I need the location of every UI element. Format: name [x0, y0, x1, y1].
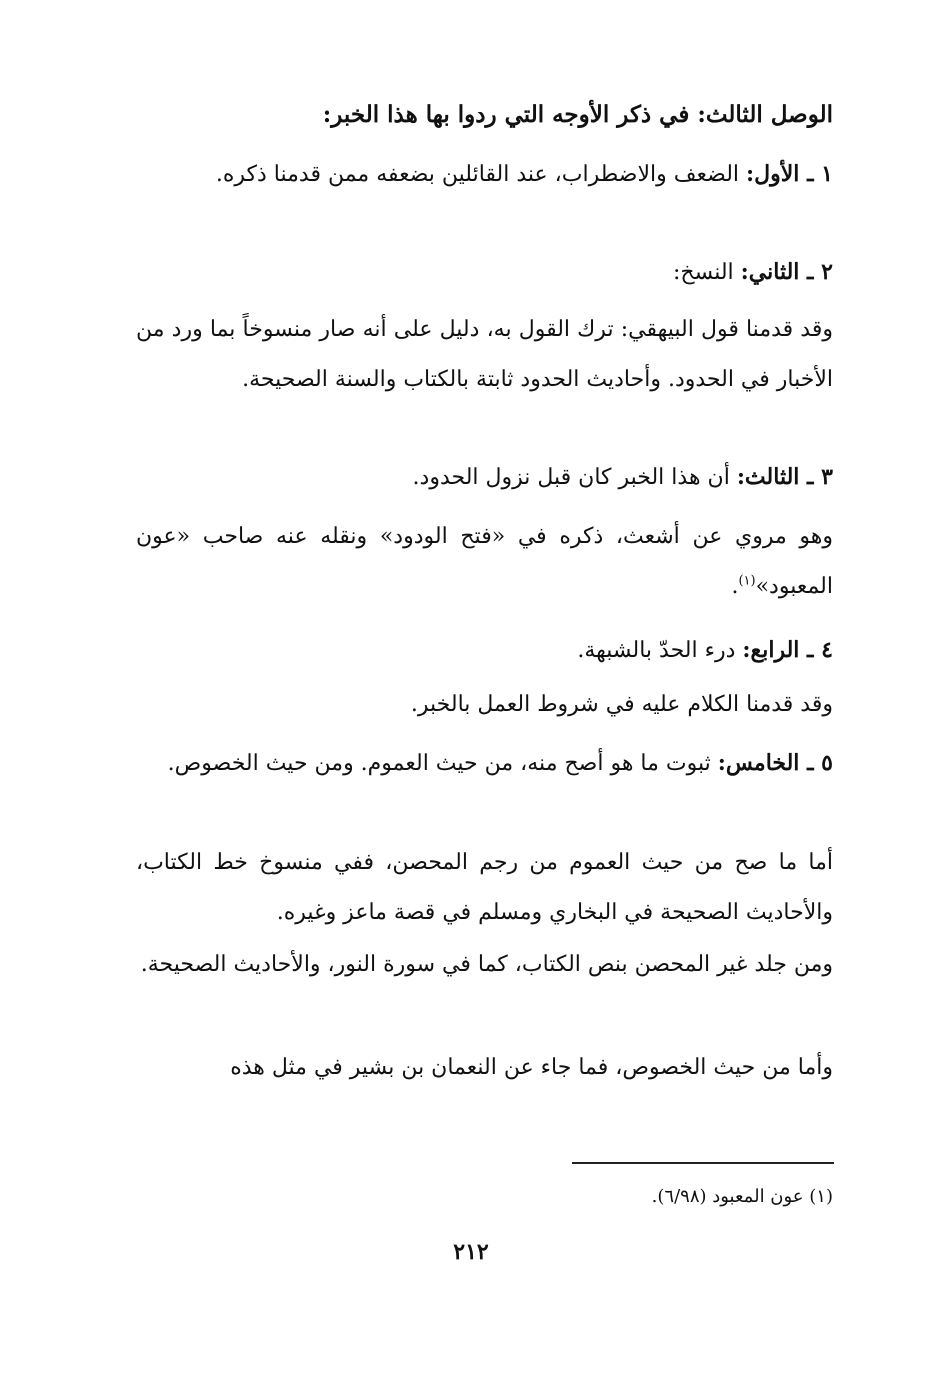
item-3-third — [136, 452, 833, 503]
item-text: درء الحدّ بالشبهة. — [577, 638, 743, 663]
footnote-reference: (١) — [738, 573, 756, 589]
paragraph-rajm — [136, 838, 833, 938]
item-label: ٢ ـ الثاني: — [740, 259, 833, 285]
paragraph-text: ومن جلد غير المحصن بنص الكتاب، كما في سورة النور، والأحاديث الصحيحة. — [140, 952, 833, 977]
paragraph-ashath — [136, 512, 833, 612]
paragraph-conditions — [136, 680, 833, 730]
paragraph-text: أما ما صح من حيث العموم من رجم المحصن، ففي منسوخ خط الكتاب، والأحاديث الصحيحة في البخاري ومسلم في قصة ماعز وغيره. — [136, 850, 833, 925]
item-label: ٥ ـ الخامس: — [717, 750, 833, 776]
paragraph-text: وقد قدمنا قول البيهقي: ترك القول به، دليل على أنه صار منسوخاً بما ورد من الأخبار في الحدود. وأحاديث الحدود ثابتة بالكتاب والسنة الصحيحة. — [136, 317, 833, 392]
section-heading: الوصل الثالث: في ذكر الأوجه التي ردوا بها هذا الخبر: — [322, 101, 833, 128]
item-5-fifth — [136, 738, 833, 789]
item-2-second — [136, 247, 833, 298]
footnote-divider — [572, 1162, 834, 1164]
paragraph-text: وأما من حيث الخصوص، فما جاء عن النعمان بن بشير في مثل هذه — [230, 1055, 833, 1080]
paragraph-khusus — [136, 1043, 833, 1093]
item-text: النسخ: — [672, 260, 741, 285]
item-text: أن هذا الخبر كان قبل نزول الحدود. — [412, 465, 737, 490]
item-label: ٣ ـ الثالث: — [736, 464, 833, 490]
item-text: الضعف والاضطراب، عند القائلين بضعفه ممن قدمنا ذكره. — [215, 162, 747, 187]
footnote: (١) عون المعبود (٦/٩٨). — [651, 1186, 833, 1207]
paragraph-bayhaqi — [136, 305, 833, 405]
page-number: ٢١٢ — [453, 1239, 489, 1265]
item-4-fourth — [136, 625, 833, 676]
paragraph-jald — [136, 940, 833, 990]
paragraph-text: وهو مروي عن أشعث، ذكره في «فتح الودود» ونقله عنه صاحب «عون المعبود» — [136, 524, 833, 599]
item-1-first — [136, 149, 833, 200]
item-label: ٤ ـ الرابع: — [742, 637, 833, 663]
item-label: ١ ـ الأول: — [746, 161, 833, 187]
paragraph-text: وقد قدمنا الكلام عليه في شروط العمل بالخبر. — [410, 692, 833, 717]
item-text: ثبوت ما هو أصح منه، من حيث العموم. ومن حيث الخصوص. — [167, 751, 718, 776]
paragraph-tail: . — [731, 574, 739, 599]
